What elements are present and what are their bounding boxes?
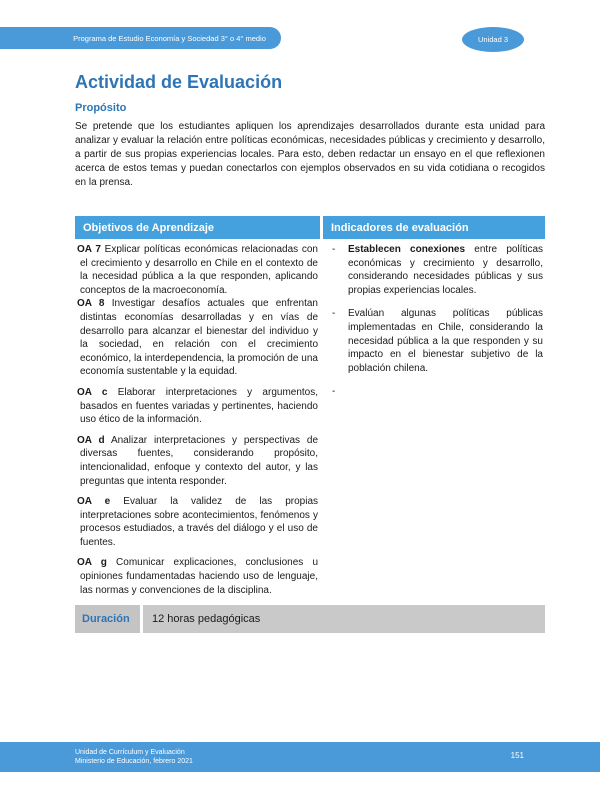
objective-oae <box>77 495 318 549</box>
duration-label: Duración <box>75 605 140 633</box>
objective-label: OA e <box>77 496 111 508</box>
dash-bullet: - <box>332 308 336 320</box>
objective-oa8 <box>77 297 318 379</box>
objective-oa7 <box>77 243 318 297</box>
purpose-paragraph: Se pretende que los estudiantes apliquen los aprendizajes desarrollados durante esta unidad para analizar y evaluar la relación entre políticas económicas, necesidades públicas y crecimiento y desarrollo, a partir de sus propias experiencias locales. Para esto, deben redactar un ensayo en el que reflexionen acerca de estos temas y puedan conectarlos con ejemplos observados en su vida cotidiana o recogidos en la prensa. <box>75 121 545 188</box>
indicator-text <box>348 307 545 375</box>
indicator-item <box>323 243 545 297</box>
page-title: Actividad de Evaluación <box>75 72 283 92</box>
dash-bullet: - <box>332 244 336 255</box>
unit-badge: Unidad 3 <box>462 27 524 52</box>
objective-text: Investigar desafíos actuales que enfrentan distintas economías desarrolladas y en vías de desarrollo para alcanzar el bienestar del individuo y la sociedad, en relación con el crecimiento económico, la interdependencia, la promoción de una economía sustentable y la equidad. <box>80 298 318 378</box>
objective-oac <box>77 386 318 427</box>
objective-text: Comunicar explicaciones, conclusiones u opiniones fundamentadas haciendo uso de lenguaje, las normas y convenciones de la disciplina. <box>80 557 319 596</box>
objective-label: OA c <box>77 386 108 398</box>
page-content <box>75 68 545 633</box>
duration-row <box>75 605 545 633</box>
indicator-text <box>348 385 545 399</box>
indicator-item <box>323 307 545 375</box>
objective-oad <box>77 434 318 488</box>
page-footer <box>0 742 600 772</box>
objective-text: Analizar interpretaciones y perspectivas de diversas fuentes, considerando propósito, intencionalidad, enfoque y contexto del autor, y las preguntas que intenta responder. <box>80 434 319 487</box>
objectives-cell <box>75 241 320 597</box>
column-header-indicators: Indicadores de evaluación <box>323 216 545 239</box>
page-number: 151 <box>510 751 524 760</box>
column-header-objectives: Objetivos de Aprendizaje <box>75 216 320 239</box>
table-body-row <box>75 241 545 597</box>
objective-text: Explicar políticas económicas relacionadas con el crecimiento y desarrollo en Chile en el contexto de la necesidad pública a la que responden, aplicando conceptos de la macroeconomía. <box>80 244 318 296</box>
objective-text: Evaluar la validez de las propias interpretaciones sobre acontecimientos, fenómenos y procesos estudiados, a través del diálogo y el uso de fuentes. <box>80 496 319 548</box>
evaluation-table <box>75 216 545 633</box>
footer-line2: Ministerio de Educación, febrero 2021 <box>75 758 193 765</box>
footer-credits <box>75 748 193 767</box>
table-header-row <box>75 216 545 239</box>
dash-bullet: - <box>332 386 336 398</box>
objective-label: OA 8 <box>77 298 105 310</box>
duration-value: 12 horas pedagógicas <box>143 605 545 633</box>
indicator-body: entre políticas económicas y crecimiento y desarrollo, considerando necesidades públicas y sus propias experiencias locales. <box>348 244 544 296</box>
indicator-item <box>323 385 545 399</box>
indicators-cell <box>323 241 545 597</box>
objective-label: OA 7 <box>77 244 101 255</box>
indicator-text <box>348 243 545 297</box>
indicator-body: Evalúan algunas políticas públicas implementadas en Chile, considerando la necesidad pública a la que responden y su impacto en el bienestar subjetivo de la población chilena. <box>348 308 543 374</box>
objective-text: Elaborar interpretaciones y argumentos, basados en fuentes variadas y pertinentes, haciendo uso ético de la información. <box>80 386 319 426</box>
objective-label: OA d <box>77 434 105 446</box>
program-title-banner: Programa de Estudio Economía y Sociedad 3° o 4° medio <box>0 27 281 49</box>
purpose-heading: Propósito <box>75 102 127 114</box>
footer-line1: Unidad de Currículum y Evaluación <box>75 748 185 756</box>
objective-oag <box>77 556 318 597</box>
objective-label: OA g <box>77 557 107 569</box>
indicator-lead: Establecen conexiones <box>348 244 466 255</box>
